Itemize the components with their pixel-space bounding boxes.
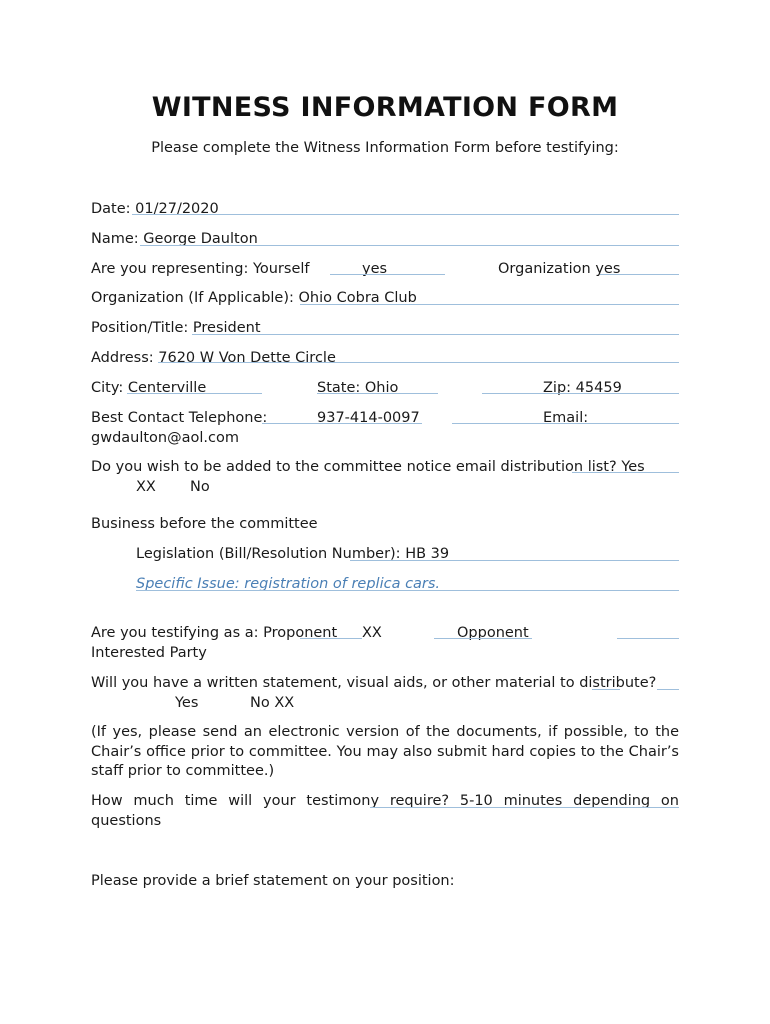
issue-underline — [136, 590, 679, 591]
issue-value[interactable]: registration of replica cars. — [244, 576, 441, 592]
distribution-yes-value[interactable]: XX — [136, 479, 156, 495]
distribution-no-label: No — [190, 479, 210, 495]
address-row — [91, 349, 336, 367]
business-heading: Business before the committee — [91, 516, 318, 532]
form-title: WITNESS INFORMATION FORM — [151, 92, 619, 123]
email-value[interactable]: gwdaulton@aol.com — [91, 430, 239, 446]
zip-underline — [482, 393, 679, 394]
interested-label: Interested Party — [91, 645, 207, 661]
representing-org-label: Organization — [498, 261, 591, 277]
testifying-label: Are you testifying as a: Proponent — [91, 625, 338, 641]
organization-label: Organization (If Applicable): — [91, 290, 299, 306]
written-yes-label: Yes — [175, 695, 199, 711]
legislation-label: Legislation (Bill/Resolution Number): — [136, 546, 406, 562]
time-value[interactable]: 5-10 minutes depending on questions — [91, 793, 679, 829]
state-underline — [317, 393, 438, 394]
name-value[interactable]: George Daulton — [143, 231, 258, 247]
state-row — [317, 379, 398, 397]
written-to-underline — [657, 689, 679, 690]
interested-underline — [617, 638, 679, 639]
representing-yourself-value[interactable]: yes — [362, 261, 388, 277]
telephone-value[interactable]: 937-414-0097 — [317, 410, 420, 426]
time-row — [91, 792, 679, 831]
written-no-label: No — [250, 695, 270, 711]
zip-row — [543, 379, 622, 397]
time-question: How much time will your testimony require? — [91, 793, 450, 809]
issue-label: Specific Issue: — [136, 576, 245, 592]
address-underline — [158, 362, 679, 363]
telephone-label: Best Contact Telephone: — [91, 410, 268, 426]
yourself-underline — [330, 274, 445, 275]
material-underline — [592, 689, 620, 690]
distribution-underline — [572, 472, 679, 473]
position-underline — [192, 334, 679, 335]
name-underline — [140, 245, 679, 246]
email-underline — [452, 423, 679, 424]
state-label: State: — [317, 380, 365, 396]
address-label: Address: — [91, 350, 159, 366]
proponent-value[interactable]: XX — [362, 625, 382, 641]
telephone-underline — [262, 423, 422, 424]
written-no-value[interactable]: XX — [274, 695, 295, 711]
zip-value[interactable]: 45459 — [575, 380, 622, 396]
org-underline — [600, 274, 679, 275]
distribution-question: Do you wish to be added to the committee notice email distribution list? — [91, 459, 617, 475]
form-subtitle: Please complete the Witness Information Form before testifying: — [151, 140, 619, 156]
written-no-row — [250, 694, 294, 712]
opponent-label: Opponent — [457, 625, 529, 641]
date-label: Date: — [91, 201, 136, 217]
legislation-value[interactable]: HB 39 — [405, 546, 450, 562]
city-underline — [127, 393, 262, 394]
state-value[interactable]: Ohio — [364, 380, 399, 396]
legislation-underline — [350, 560, 679, 561]
position-value[interactable]: President — [192, 320, 261, 336]
city-row — [91, 379, 206, 397]
representing-org-value[interactable]: yes — [595, 261, 621, 277]
zip-label: Zip: — [543, 380, 576, 396]
representing-label: Are you representing: Yourself — [91, 261, 310, 277]
distribution-yes-label: Yes — [621, 459, 645, 475]
written-question: Will you have a written statement, visual aids, or other material to distribute? — [91, 675, 657, 691]
date-value[interactable]: 01/27/2020 — [135, 201, 219, 217]
distribution-row — [91, 458, 645, 476]
name-label: Name: — [91, 231, 144, 247]
organization-value[interactable]: Ohio Cobra Club — [298, 290, 417, 306]
statement-prompt: Please provide a brief statement on your position: — [91, 873, 455, 889]
time-underline — [370, 807, 679, 808]
city-label: City: — [91, 380, 128, 396]
date-underline — [132, 214, 679, 215]
date-row — [91, 200, 219, 218]
city-value[interactable]: Centerville — [127, 380, 207, 396]
organization-underline — [300, 304, 679, 305]
email-label: Email: — [543, 410, 589, 426]
documents-note: (If yes, please send an electronic version of the documents, if possible, to the Chair’s office prior to committee. You may also submit hard copies to the Chair’s staff prior to committee.) — [91, 724, 679, 779]
opponent-underline — [434, 638, 532, 639]
position-label: Position/Title: — [91, 320, 193, 336]
address-value[interactable]: 7620 W Von Dette Circle — [158, 350, 336, 366]
representing-org-row — [498, 260, 620, 278]
proponent-underline — [300, 638, 362, 639]
